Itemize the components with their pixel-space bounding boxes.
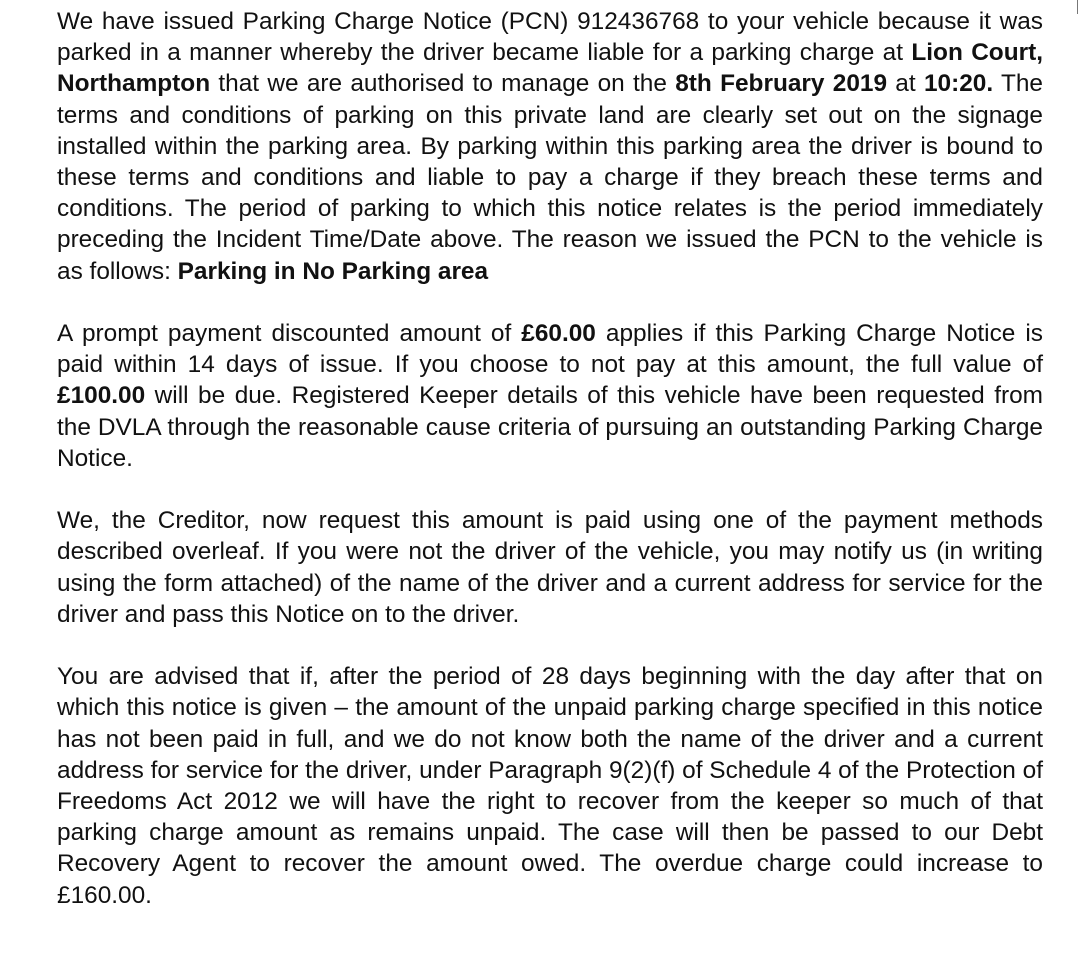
paragraph-payment-amounts xyxy=(57,318,1043,474)
paragraph-keeper-liability xyxy=(57,661,1043,911)
paragraph-creditor-request xyxy=(57,505,1043,630)
paragraph-pcn-details xyxy=(57,6,1043,287)
text-segment: We have issued Parking Charge Notice (PCN) 912436768 to your vehicle because it was parked in a manner whereby the driver became liable for a parking charge at xyxy=(57,8,1043,67)
text-segment: A prompt payment discounted amount of xyxy=(57,320,522,348)
text-segment: We, the Creditor, now request this amount is paid using one of the payment methods described overleaf. If you were not the driver of the vehicle, you may notify us (in writing using the form attached) of the name of the driver and a current address for service for the driver and pass this Notice on to the driver. xyxy=(57,507,1043,628)
notice-body xyxy=(57,6,1043,911)
text-segment: The terms and conditions of parking on this private land are clearly set out on the signage installed within the parking area. By parking within this parking area the driver is bound to these terms and conditions and liable to pay a charge if they breach these terms and conditions. The period of parking to which this notice relates is the period immediately preceding the Incident Time/Date above. The reason we issued the PCN to the vehicle is as follows: xyxy=(57,70,1043,285)
incident-date: 8th February 2019 xyxy=(675,70,888,98)
page-edge-mark xyxy=(1077,0,1078,14)
text-segment: that we are authorised to manage on the xyxy=(210,70,676,98)
location-name: Lion Court, Northampton xyxy=(57,39,1043,98)
discounted-amount: £60.00 xyxy=(521,320,596,348)
text-segment: You are advised that if, after the period of 28 days beginning with the day after that on which this notice is given – the amount of the unpaid parking charge specified in this notice has not been paid in full, and we do not know both the name of the driver and a current address for service for the driver, under Paragraph 9(2)(f) of Schedule 4 of the Protection of Freedoms Act 2012 we will have the right to recover from the keeper so much of that parking charge amount as remains unpaid. The case will then be passed to our Debt Recovery Agent to recover the amount owed. The overdue charge could increase to £160.00. xyxy=(57,663,1043,909)
text-segment: will be due. Registered Keeper details of this vehicle have been requested from the DVLA through the reasonable cause criteria of pursuing an outstanding Parking Charge Notice. xyxy=(57,382,1043,472)
text-segment: applies if this Parking Charge Notice is paid within 14 days of issue. If you choose to not pay at this amount, the full value of xyxy=(57,320,1043,379)
text-segment: at xyxy=(887,70,924,98)
full-amount: £100.00 xyxy=(57,382,146,410)
contravention-reason: Parking in No Parking area xyxy=(177,257,489,285)
incident-time: 10:20. xyxy=(923,70,994,98)
